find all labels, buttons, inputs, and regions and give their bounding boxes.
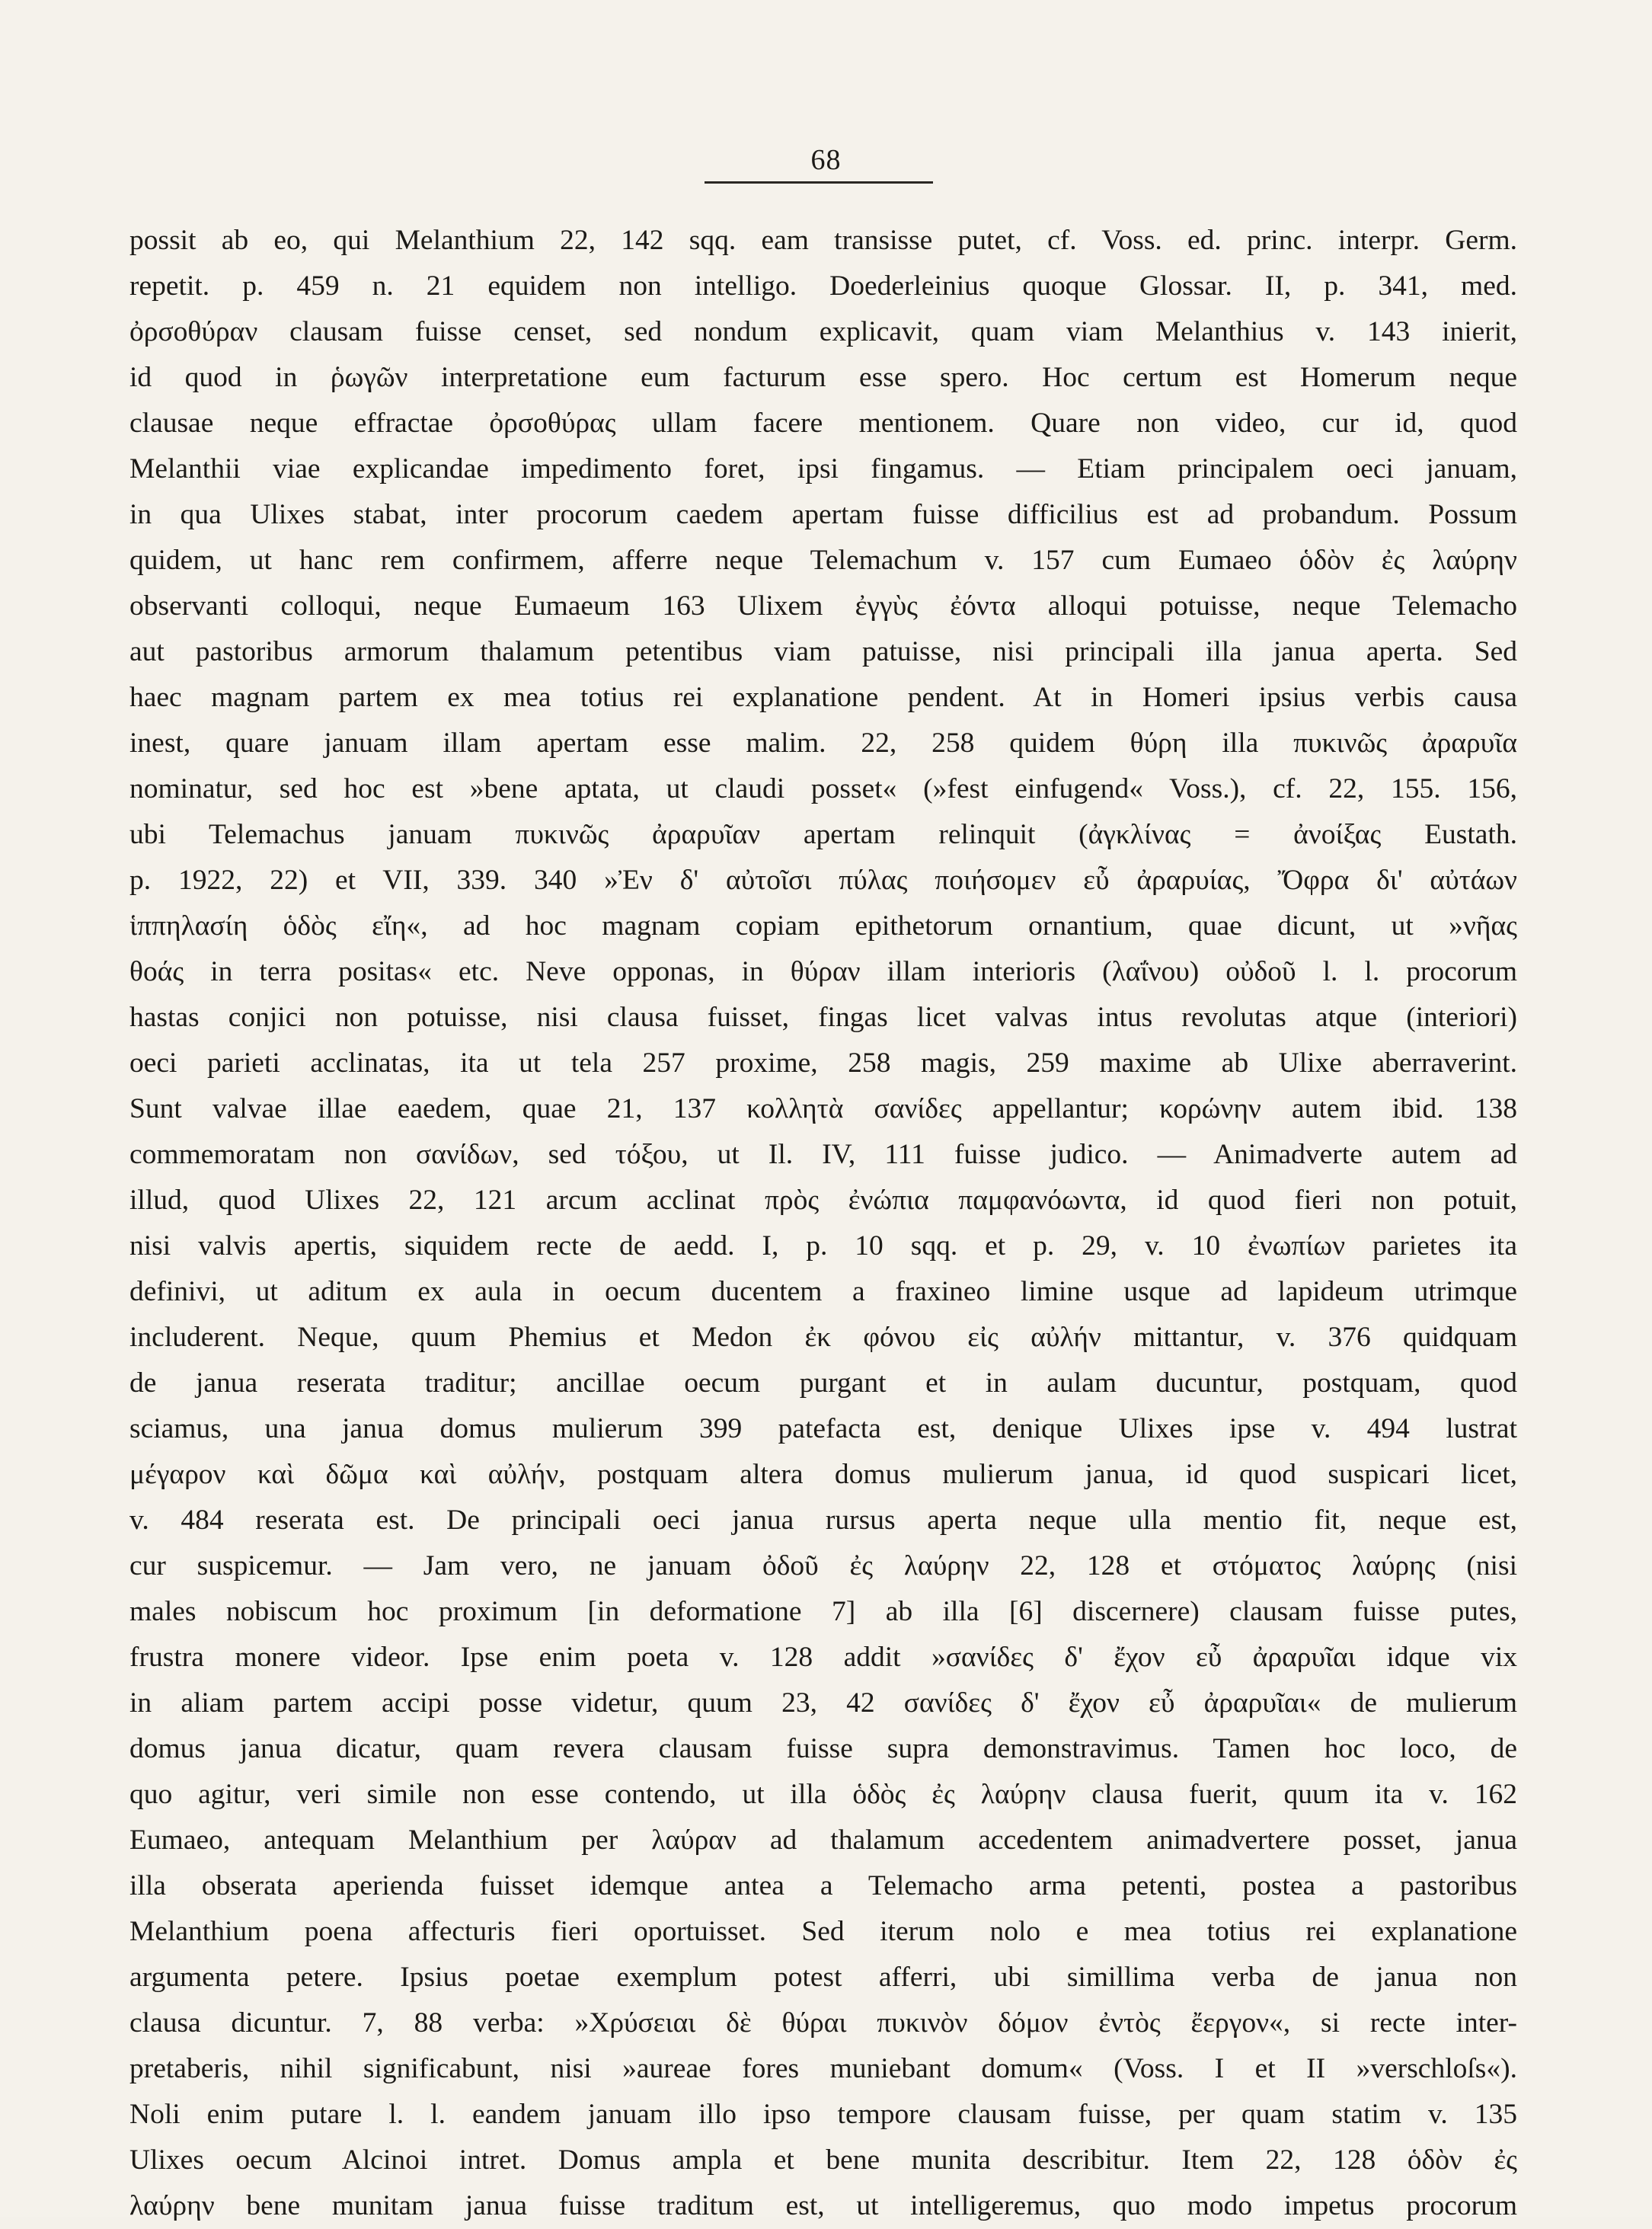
text-line: quidem, ut hanc rem confirmem, afferre neque Telemachum v. 157 cum Eumaeo ὁδὸν ἐς λαύρην (129, 545, 1517, 576)
text-line: θοάς in terra positas« etc. Neve opponas, in θύραν illam interioris (λαΐνου) οὐδοῦ l. l. procorum (129, 956, 1517, 987)
page-number: 68 (810, 144, 842, 176)
text-line: hastas conjici non potuisse, nisi clausa fuisset, fingas licet valvas intus revolutas atque (interiori) (129, 1002, 1517, 1033)
text-line: Melanthii viae explicandae impedimento foret, ipsi fingamus. — Etiam principalem oeci januam, (129, 453, 1517, 484)
text-line: in aliam partem accipi posse videtur, quum 23, 42 σανίδες δ' ἔχον εὖ ἀραρυῖαι« de mulierum (129, 1687, 1517, 1719)
text-line: Eumaeo, antequam Melanthium per λαύραν ad thalamum accedentem animadvertere posset, janua (129, 1824, 1517, 1856)
text-line: id quod in ῥωγῶν interpretatione eum facturum esse spero. Hoc certum est Homerum neque (129, 362, 1517, 393)
text-line: inest, quare januam illam apertam esse malim. 22, 258 quidem θύρη illa πυκινῶς ἀραρυῖα (129, 728, 1517, 759)
text-line: ἱππηλασίη ὁδὸς εἴη«, ad hoc magnam copiam epithetorum ornantium, quae dicunt, ut »νῆας (129, 910, 1517, 942)
text-line: λαύρην bene munitam janua fuisse traditum est, ut intelligeremus, quo modo impetus procorum (129, 2190, 1517, 2221)
text-line: Sunt valvae illae eaedem, quae 21, 137 κολλητὰ σανίδες appellantur; κορώνην autem ibid. 138 (129, 1093, 1517, 1124)
text-line: frustra monere videor. Ipse enim poeta v. 128 addit »σανίδες δ' ἔχον εὖ ἀραρυῖαι idque vix (129, 1642, 1517, 1673)
text-line: aut pastoribus armorum thalamum petentibus viam patuisse, nisi principali illa janua aperta. Sed (129, 636, 1517, 667)
text-line: v. 484 reserata est. De principali oeci janua rursus aperta neque ulla mentio fit, neque est, (129, 1505, 1517, 1536)
text-line: sciamus, una janua domus mulierum 399 patefacta est, denique Ulixes ipse v. 494 lustrat (129, 1413, 1517, 1444)
text-line: nisi valvis apertis, siquidem recte de aedd. I, p. 10 sqq. et p. 29, v. 10 ἐνωπίων parietes ita (129, 1230, 1517, 1262)
text-line: oeci parieti acclinatas, ita ut tela 257 proxime, 258 magis, 259 maxime ab Ulixe aberraverint. (129, 1047, 1517, 1079)
text-line: possit ab eo, qui Melanthium 22, 142 sqq. eam transisse putet, cf. Voss. ed. princ. interpr. Germ. (129, 225, 1517, 256)
text-line: definivi, ut aditum ex aula in oecum ducentem a fraxineo limine usque ad lapideum utrimque (129, 1276, 1517, 1307)
text-line: nominatur, sed hoc est »bene aptata, ut claudi posset« (»fest einfugend« Voss.), cf. 22, 155. 156, (129, 773, 1517, 804)
text-line: illa obserata aperienda fuisset idemque antea a Telemacho arma petenti, postea a pastoribus (129, 1870, 1517, 1901)
text-line: clausa dicuntur. 7, 88 verba: »Χρύσειαι δὲ θύραι πυκινὸν δόμον ἐντὸς ἔεργον«, si recte inter- (129, 2007, 1517, 2039)
text-line: haec magnam partem ex mea totius rei explanatione pendent. At in Homeri ipsius verbis causa (129, 682, 1517, 713)
text-line: argumenta petere. Ipsius poetae exemplum potest afferri, ubi simillima verba de janua non (129, 1962, 1517, 1993)
text-line: observanti colloqui, neque Eumaeum 163 Ulixem ἐγγὺς ἐόντα alloqui potuisse, neque Telemacho (129, 590, 1517, 622)
text-line: ubi Telemachus januam πυκινῶς ἀραρυῖαν apertam relinquit (ἀγκλίνας = ἀνοίξας Eustath. (129, 819, 1517, 850)
text-line: commemoratam non σανίδων, sed τόξου, ut Il. IV, 111 fuisse judico. — Animadverte autem ad (129, 1139, 1517, 1170)
text-line: domus janua dicatur, quam revera clausam fuisse supra demonstravimus. Tamen hoc loco, de (129, 1733, 1517, 1764)
text-line: Ulixes oecum Alcinoi intret. Domus ampla et bene munita describitur. Item 22, 128 ὁδὸν ἐς (129, 2144, 1517, 2176)
text-line: de janua reserata traditur; ancillae oecum purgant et in aulam ducuntur, postquam, quod (129, 1367, 1517, 1399)
text-line: pretaberis, nihil significabunt, nisi »aureae fores muniebant domum« (Voss. I et II »verschloſs«). (129, 2053, 1517, 2084)
text-line: Melanthium poena affecturis fieri oportuisset. Sed iterum nolo e mea totius rei explanatione (129, 1916, 1517, 1947)
text-line: p. 1922, 22) et VII, 339. 340 »Ἐν δ' αὐτοῖσι πύλας ποιήσομεν εὖ ἀραρυίας, Ὄφρα δι' αὐτάων (129, 865, 1517, 896)
text-line: clausae neque effractae ὀρσοθύρας ullam facere mentionem. Quare non video, cur id, quod (129, 408, 1517, 439)
text-line: quo agitur, veri simile non esse contendo, ut illa ὁδὸς ἐς λαύρην clausa fuerit, quum ita v. 162 (129, 1779, 1517, 1810)
text-line: ὀρσοθύραν clausam fuisse censet, sed nondum explicavit, quam viam Melanthius v. 143 inierit, (129, 316, 1517, 347)
text-line: μέγαρον καὶ δῶμα καὶ αὐλήν, postquam altera domus mulierum janua, id quod suspicari licet, (129, 1459, 1517, 1490)
text-line: cur suspicemur. — Jam vero, ne januam ὀδοῦ ἐς λαύρην 22, 128 et στόματος λαύρης (nisi (129, 1550, 1517, 1581)
text-line: in qua Ulixes stabat, inter procorum caedem apertam fuisse difficilius est ad probandum. Possum (129, 499, 1517, 530)
text-line: includerent. Neque, quum Phemius et Medon ἐκ φόνου εἰς αὐλήν mittantur, v. 376 quidquam (129, 1322, 1517, 1353)
text-line: males nobiscum hoc proximum [in deformatione 7] ab illa [6] discernere) clausam fuisse putes, (129, 1596, 1517, 1627)
header-rule (705, 181, 933, 184)
text-line: illud, quod Ulixes 22, 121 arcum acclinat πρὸς ἐνώπια παμφανόωντα, id quod fieri non potuit, (129, 1185, 1517, 1216)
body-text (129, 218, 1517, 2229)
text-line: repetit. p. 459 n. 21 equidem non intelligo. Doederleinius quoque Glossar. II, p. 341, med. (129, 270, 1517, 302)
text-line: Noli enim putare l. l. eandem januam illo ipso tempore clausam fuisse, per quam statim v. 135 (129, 2099, 1517, 2130)
